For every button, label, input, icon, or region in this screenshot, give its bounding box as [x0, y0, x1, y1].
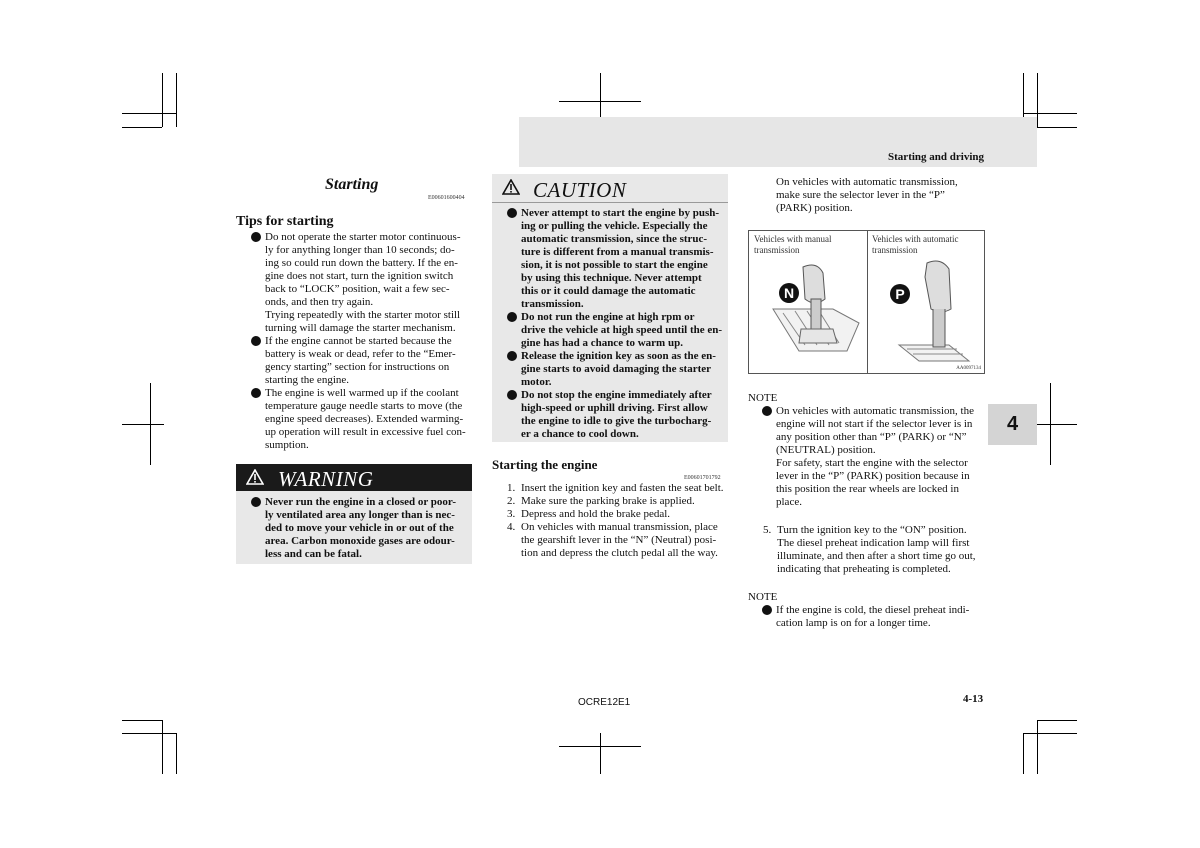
tips-bullet: If the engine cannot be started because the battery is weak or dead, refer to the “Emer- gency starting” section for instructions on starting the engine.: [265, 335, 473, 387]
tips-bullet: The engine is well warmed up if the coolant temperature gauge needle starts to move (the engine speed decreases). Extended warming- up operation will result in excessive fuel con- sumption.: [265, 387, 473, 452]
warning-header: [236, 464, 472, 491]
note2-text: If the engine is cold, the diesel preheat indi- cation lamp is on for a longer time.: [776, 604, 984, 630]
tips-heading: Tips for starting: [236, 214, 334, 229]
caution-triangle-icon: [502, 179, 520, 195]
note2-title: NOTE: [748, 591, 778, 603]
bullet-icon: [762, 605, 772, 615]
figure-divider: [867, 231, 868, 373]
bullet-icon: [251, 232, 261, 242]
caution-bullet: Do not run the engine at high rpm or drive the vehicle at high speed until the en- gine has had a chance to warm up.: [521, 311, 724, 350]
section-header-title: Starting and driving: [888, 151, 984, 163]
starting-engine-heading: Starting the engine: [492, 457, 598, 472]
page-number: 4-13: [963, 693, 984, 705]
transmission-figure: [748, 230, 985, 374]
caution-box: [492, 174, 728, 442]
step-item: 2. Make sure the parking brake is applied.: [507, 495, 695, 507]
warning-box: [236, 464, 472, 564]
starting-heading: Starting: [325, 176, 379, 193]
starting-steps: [507, 482, 729, 560]
manual-label: Vehicles with manual transmission: [754, 234, 832, 255]
manual-gearshift-illustration: [759, 259, 865, 367]
park-badge: P: [890, 284, 910, 304]
right-intro: On vehicles with automatic transmission, make sure the selector lever in the “P” (PARK) position.: [776, 176, 958, 214]
caution-title: CAUTION: [533, 178, 627, 202]
bullet-icon: [507, 208, 517, 218]
chapter-tab: 4: [988, 404, 1037, 445]
warning-title: WARNING: [278, 467, 374, 491]
caution-list: [521, 207, 724, 441]
bullet-icon: [762, 406, 772, 416]
caution-bullet: Do not stop the engine immediately after high-speed or uphill driving. First allow the engine to idle to give the turbocharg- er a chance to cool down.: [521, 389, 724, 441]
note1-title: NOTE: [748, 392, 778, 404]
bullet-icon: [251, 497, 261, 507]
caution-bullet: Release the ignition key as soon as the en- gine starts to avoid damaging the starter motor.: [521, 350, 724, 389]
automatic-label: Vehicles with automatic transmission: [872, 234, 959, 255]
automatic-selector-illustration: [879, 257, 979, 367]
step-item: 4. On vehicles with manual transmission, place the gearshift lever in the “N” (Neutral) posi- tion and depress the clutch pedal all the way.: [507, 521, 718, 559]
bullet-icon: [507, 312, 517, 322]
starting-engine-code: E00601701792: [684, 475, 721, 481]
step-item: 3. Depress and hold the brake pedal.: [507, 508, 671, 520]
tips-bullet: Do not operate the starter motor continuous- ly for anything longer than 10 seconds; do- ing so could run down the battery. If the en- gine does not start, turn the ignition switch back to “LOCK” position, wait a few sec- onds, and then try again. Trying repeatedly with the starter motor still turning will damage the starter mechanism.: [265, 231, 473, 335]
step-item: 1. Insert the ignition key and fasten the seat belt.: [507, 482, 724, 494]
tips-list: [265, 231, 473, 452]
warning-triangle-icon: [246, 469, 264, 485]
bullet-icon: [251, 388, 261, 398]
doc-code: OCRE12E1: [578, 697, 631, 708]
step-5: 5. Turn the ignition key to the “ON” position. The diesel preheat indication lamp will first illuminate, and then after a short time go out, indicating that preheating is completed.: [763, 524, 976, 575]
bullet-icon: [507, 390, 517, 400]
starting-code: E00601600404: [428, 195, 465, 201]
figure-code: AA0097134: [956, 366, 981, 371]
warning-text: Never run the engine in a closed or poor- ly ventilated area any longer than is nec- ded to move your vehicle in or out of the area. Carbon monoxide gases are odour- less and can be fatal.: [265, 496, 468, 561]
note1-text: On vehicles with automatic transmission, the engine will not start if the selector lever is in any position other than “P” (PARK) or “N” (NEUTRAL) position. For safety, start the engine with the selector lever in the “P” (PARK) position because in this position the rear wheels are locked in place.: [776, 405, 984, 509]
caution-bullet: Never attempt to start the engine by push- ing or pulling the vehicle. Especially the automatic transmission, since the struc- ture is different from a manual transmis- sion, it is not possible to start the engine by using this technique. Never attempt this or it could damage the automatic transmission.: [521, 207, 724, 311]
neutral-badge: N: [779, 283, 799, 303]
bullet-icon: [507, 351, 517, 361]
bullet-icon: [251, 336, 261, 346]
caution-divider: [492, 202, 728, 203]
